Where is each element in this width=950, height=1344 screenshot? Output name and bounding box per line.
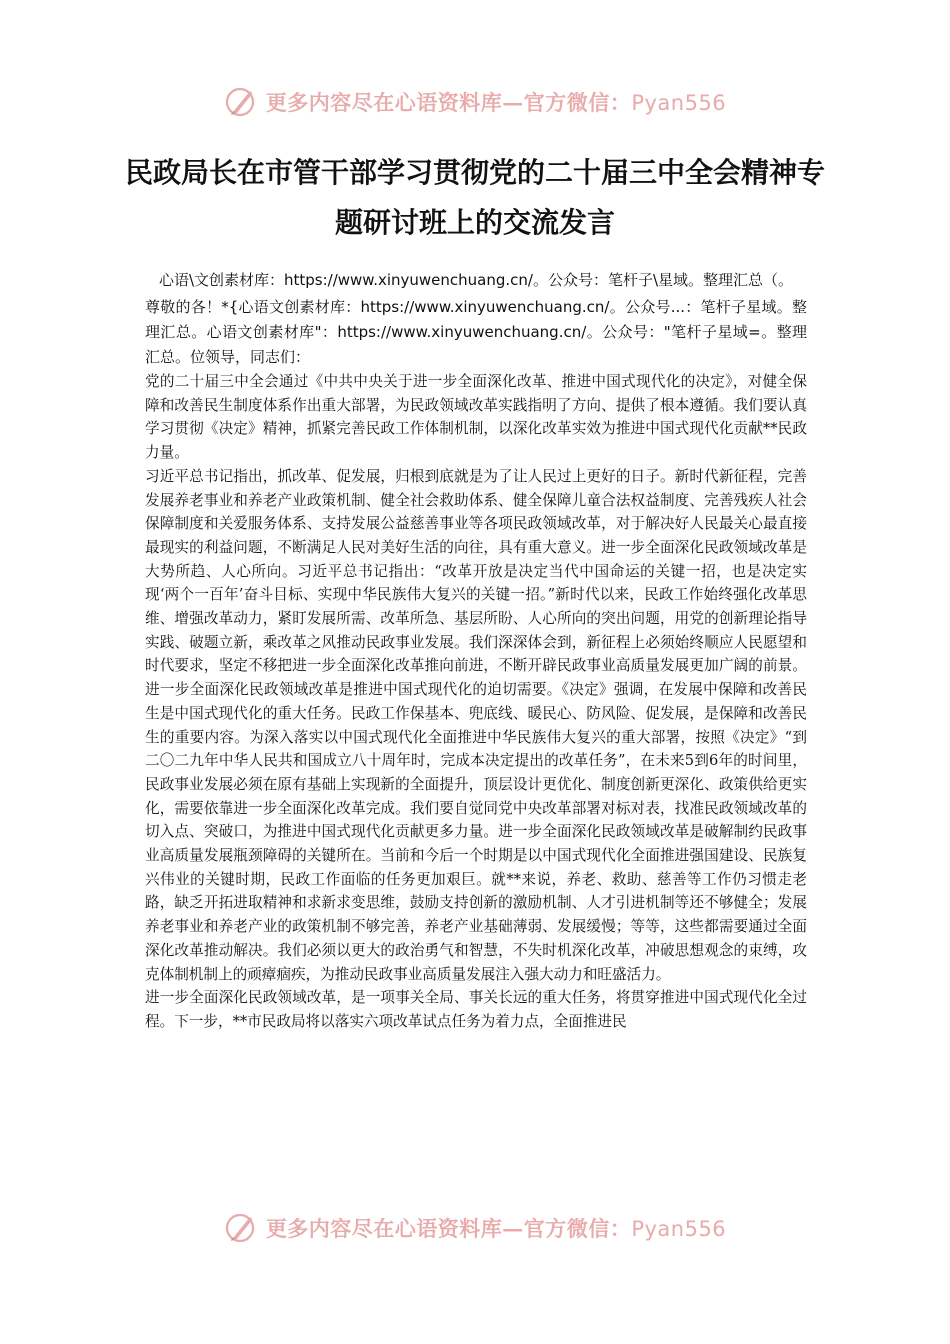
watermark-label: 更多内容尽在心语资料库—官方微信： [265, 1216, 632, 1241]
watermark-wechat-id: Pyan556 [631, 91, 727, 115]
paragraph: 习近平总书记指出，抓改革、促发展，归根到底就是为了让人民过上更好的日子。新时代新征程，完善发展养老事业和养老产业政策机制、健全社会救助体系、健全保障儿童合法权益制度、完善残疾人社会保障制度和关爱服务体系、支持发展公益慈善事业等各项民政领域改革，对于解决好人民最关心最直接最现实的利益问题，不断满足人民对美好生活的向往，具有重大意义。进一步全面深化民政领域改革是大势所趋、人心所向。习近平总书记指出：“改革开放是决定当代中国命运的关键一招，也是决定实现‘两个一百年’奋斗目标、实现中华民族伟大复兴的关键一招。”新时代以来，民政工作始终强化改革思维、增强改革动力，紧盯发展所需、改革所急、基层所盼、人心所向的突出问题，用党的创新理论指导实践、破题立新，乘改革之风推动民政事业发展。我们深深体会到，新征程上必须始终顺应人民愿望和时代要求，坚定不移把进一步全面深化改革推向前进，不断开辟民政事业高质量发展更加广阔的前景。进一步全面深化民政领域改革是推进中国式现代化的迫切需要。《决定》强调，在发展中保障和改善民生是中国式现代化的重大任务。民政工作保基本、兜底线、暖民心、防风险、促发展，是保障和改善民生的重要内容。为深入落实以中国式现代化全面推进中华民族伟大复兴的重大部署，按照《决定》“到二〇二九年中华人民共和国成立八十周年时，完成本决定提出的改革任务”，在未来5到6年的时间里，民政事业发展必须在原有基础上实现新的全面提升，顶层设计更优化、制度创新更深化、政策供给更实化，需要依靠进一步全面深化改革完成。我们要自觉同党中央改革部署对标对表，找准民政领域改革的切入点、突破口，为推进中国式现代化贡献更多力量。进一步全面深化民政领域改革是破解制约民政事业高质量发展瓶颈障碍的关键所在。当前和今后一个时期是以中国式现代化全面推进强国建设、民族复兴伟业的关键时期，民政工作面临的任务更加艰巨。就**来说，养老、救助、慈善等工作仍习惯走老路，缺乏开拓进取精神和求新求变思维，鼓励支持创新的激励机制、人才引进机制等还不够健全；发展养老事业和养老产业的政策机制不够完善，养老产业基础薄弱、发展缓慢；等等，这些都需要通过全面深化改革推动解决。我们必须以更大的政治勇气和智慧，不失时机深化改革，冲破思想观念的束缚，攻克体制机制上的顽瘴痼疾，为推动民政事业高质量发展注入强大动力和旺盛活力。 [145, 467, 807, 983]
watermark-wechat-id: Pyan556 [631, 1217, 727, 1241]
watermark-text [266, 1213, 726, 1243]
watermark-header [0, 80, 950, 124]
paragraph: 进一步全面深化民政领域改革，是一项事关全局、事关长远的重大任务，将贯穿推进中国式现代化全过程。下一步，**市民政局将以落实六项改革试点任务为着力点，全面推进民 [145, 989, 807, 1030]
watermark-label: 更多内容尽在心语资料库—官方微信： [265, 90, 632, 115]
document-body [145, 268, 807, 1034]
document-title: 民政局长在市管干部学习贯彻党的二十届三中全会精神专题研讨班上的交流发言 [124, 156, 825, 239]
brush-logo-icon [224, 85, 258, 119]
watermark-footer [0, 1206, 950, 1250]
greeting: 尊敬的各！*{心语文创素材库：https://www.xinyuwenchuang.cn/。公众号...：笔杆子星域。整理汇总。心语文创素材库"：https://www.xinyuwenchuang.cn/。公众号："笔杆子星域=。整理汇总。位领导，同志们： [145, 298, 807, 366]
paragraph: 党的二十届三中全会通过《中共中央关于进一步全面深化改革、推进中国式现代化的决定》，对健全保障和改善民生制度体系作出重大部署，为民政领域改革实践指明了方向、提供了根本遵循。我们要认真学习贯彻《决定》精神，抓紧完善民政工作体制机制，以深化改革实效为推进中国式现代化贡献**民政力量。 [145, 373, 807, 462]
brush-logo-icon [224, 1211, 258, 1245]
source-line: 心语\文创素材库：https://www.xinyuwenchuang.cn/。公众号：笔杆子\星域。整理汇总（。 [158, 271, 794, 289]
watermark-text [266, 87, 726, 117]
